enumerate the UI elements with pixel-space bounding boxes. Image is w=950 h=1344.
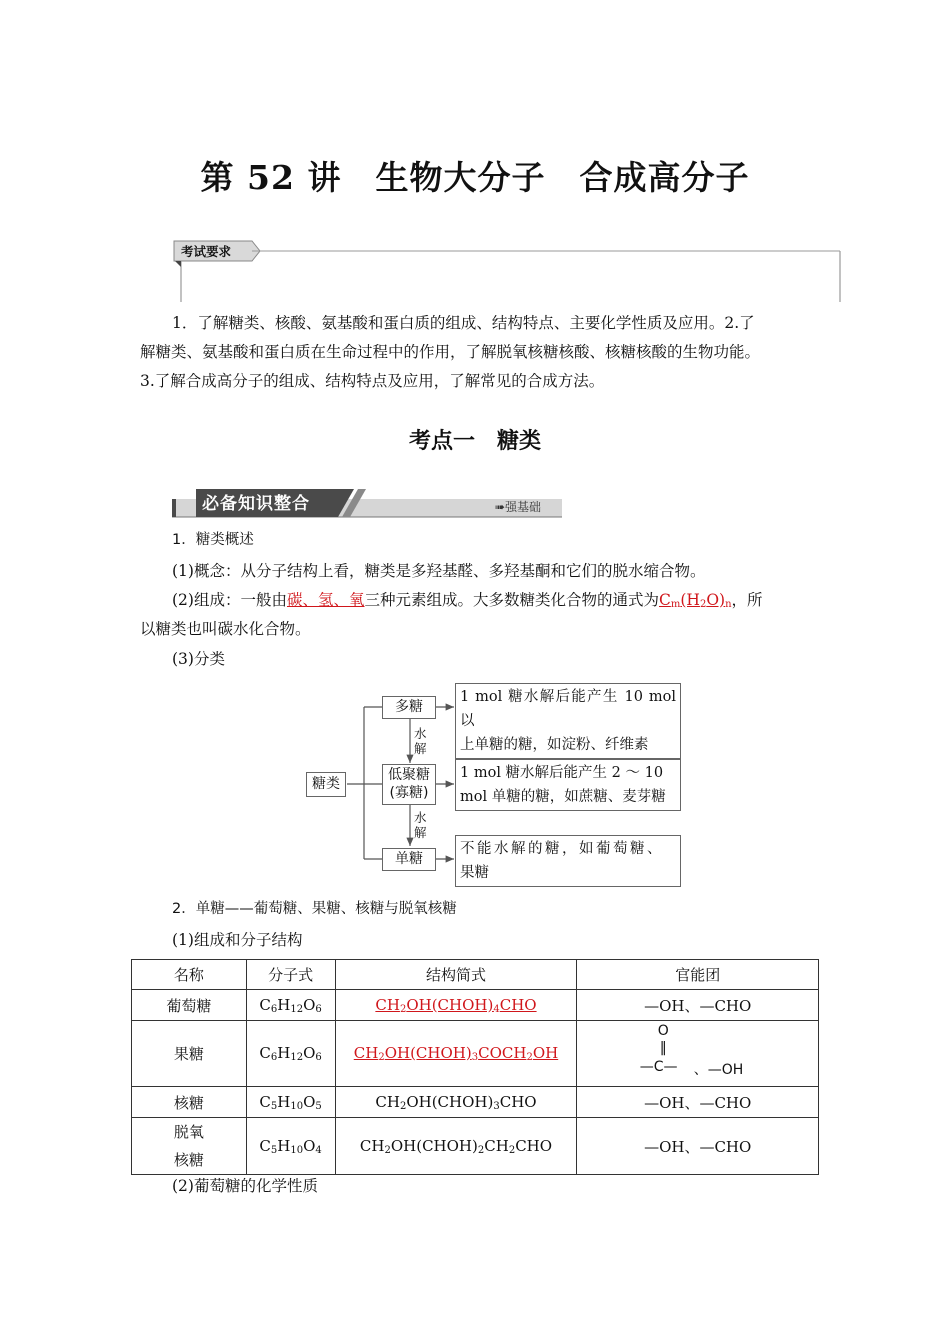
cell-structure: $CH_2OH(CHOH)_3CHO$ [335,1087,577,1118]
classification-heading: (3)分类 [172,650,225,668]
exam-req-line-2: 解糖类、氨基酸和蛋白质在生命过程中的作用，了解脱氧核糖核酸、核糖核酸的生物功能。 [140,343,761,361]
carbonyl-oxygen: O [657,1022,669,1039]
cell-formula: $C_5H_{10}O_4$ [246,1118,335,1175]
cell-formula: $C_5H_{10}O_5$ [246,1087,335,1118]
exam-requirements-frame [172,238,847,306]
monosaccharide-description: 不能水解的糖，如葡萄糖、 果糖 [455,835,681,887]
cell-structure: $CH_2OH(CHOH)_4CHO$ [335,990,577,1021]
cell-name: 脱氧 核糖 [132,1118,247,1175]
cell-groups: —OH、—CHO [577,1118,819,1175]
cell-structure: $CH_2OH(CHOH)_2CH_2CHO$ [335,1118,577,1175]
cell-groups: —OH、—CHO [577,990,819,1021]
general-formula-answer: $C_m(H_2O)_n$ [659,591,732,610]
overview-heading: 1．糖类概述 [172,532,254,548]
exam-requirements-label: 考试要求 [181,244,232,259]
banner-tag: ➠强基础 [495,500,542,514]
table-row [132,1118,819,1175]
composition-line-2: 以糖类也叫碳水化合物。 [140,620,311,638]
cell-formula: $C_6H_{12}O_6$ [246,1021,335,1087]
monosaccharide-box: 单糖 [382,848,436,871]
composition-text: (2)组成：一般由碳、氢、氧三种元素组成。大多数糖类化合物的通式为$C_m(H_2O)_n$，所 [172,591,763,610]
header-formula: 分子式 [246,960,335,990]
exam-req-line-3: 3.了解合成高分子的组成、结构特点及应用，了解常见的合成方法。 [140,372,605,390]
cell-groups: —OH、—CHO [577,1087,819,1118]
carbonyl-carbon: —C— [639,1058,678,1075]
table-row [132,1087,819,1118]
hydrolysis-label-1: 水 解 [414,726,427,756]
section-title: 考点一 糖类 [408,428,541,454]
header-name: 名称 [132,960,247,990]
header-structure: 结构简式 [335,960,577,990]
glucose-properties-heading: (2)葡萄糖的化学性质 [172,1177,318,1195]
composition-elements-answer: 碳、氢、氧 [286,591,365,609]
carbonyl-double-bond: ‖ [659,1039,667,1056]
cell-groups-carbonyl [577,1021,819,1087]
table-row [132,1021,819,1087]
oligosaccharide-box: 低聚糖 (寡糖) [382,764,436,805]
banner-label: 必备知识整合 [202,494,310,514]
page-title: 第 52 讲 生物大分子 合成高分子 [200,158,750,197]
header-groups: 官能团 [577,960,819,990]
oligosaccharide-description: 1 mol 糖水解后能产生 2 ～ 10 mol 单糖的糖，如蔗糖、麦芽糖 [455,759,681,811]
polysaccharide-box: 多糖 [382,696,436,719]
structure-heading: (1)组成和分子结构 [172,931,303,949]
concept-text: (1)概念：从分子结构上看，糖类是多羟基醛、多羟基酮和它们的脱水缩合物。 [172,562,706,580]
hydroxyl-group: 、—OH [693,1061,744,1078]
polysaccharide-description: 1 mol 糖水解后能产生 10 mol 以 上单糖的糖，如淀粉、纤维素 [455,683,681,759]
exam-req-line-1: 1．了解糖类、核酸、氨基酸和蛋白质的组成、结构特点、主要化学性质及应用。2.了 [172,314,755,332]
cell-name: 核糖 [132,1087,247,1118]
monosaccharide-table [131,959,819,1175]
root-sugar-box: 糖类 [306,772,346,797]
monosaccharides-heading: 2．单糖——葡萄糖、果糖、核糖与脱氧核糖 [172,901,457,917]
cell-name: 果糖 [132,1021,247,1087]
cell-name: 葡萄糖 [132,990,247,1021]
cell-structure: $CH_2OH(CHOH)_3COCH_2OH$ [335,1021,577,1087]
table-row [132,990,819,1021]
hydrolysis-label-2: 水 解 [414,810,427,840]
cell-formula: $C_6H_{12}O_6$ [246,990,335,1021]
table-header-row [132,960,819,990]
